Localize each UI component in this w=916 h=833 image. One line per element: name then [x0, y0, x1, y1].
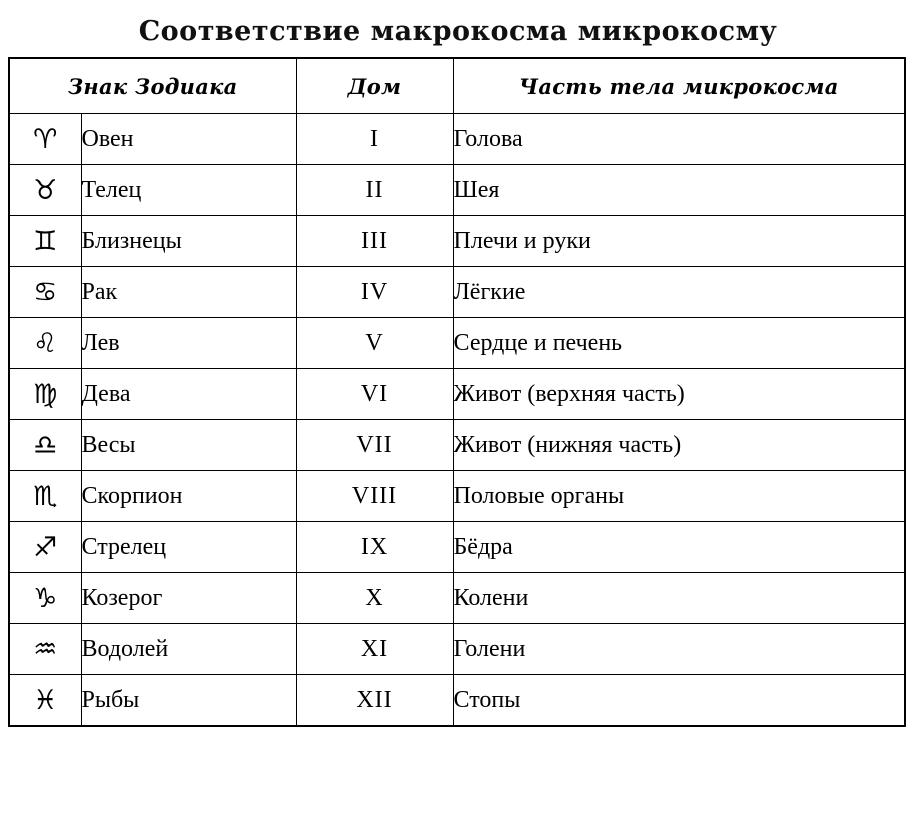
aries-symbol: ♈ [9, 114, 81, 165]
sign-name: Весы [81, 420, 296, 471]
table-row [9, 471, 905, 522]
body-part: Живот (верхняя часть) [453, 369, 905, 420]
column-header-body-part: Часть тела микрокосма [453, 58, 905, 114]
table-row [9, 165, 905, 216]
house-number: V [296, 318, 453, 369]
house-number: X [296, 573, 453, 624]
table-row [9, 573, 905, 624]
sign-name: Козерог [81, 573, 296, 624]
pisces-symbol: ♓ [9, 675, 81, 727]
sign-name: Дева [81, 369, 296, 420]
table-row [9, 369, 905, 420]
house-number: I [296, 114, 453, 165]
sign-name: Рак [81, 267, 296, 318]
table-row [9, 624, 905, 675]
sign-name: Стрелец [81, 522, 296, 573]
body-part: Стопы [453, 675, 905, 727]
aquarius-symbol: ♒ [9, 624, 81, 675]
sagittarius-symbol: ♐ [9, 522, 81, 573]
table-row [9, 216, 905, 267]
leo-symbol: ♌ [9, 318, 81, 369]
sign-name: Скорпион [81, 471, 296, 522]
table-row [9, 675, 905, 727]
body-part: Плечи и руки [453, 216, 905, 267]
table-row [9, 114, 905, 165]
house-number: XII [296, 675, 453, 727]
sign-name: Водолей [81, 624, 296, 675]
sign-name: Рыбы [81, 675, 296, 727]
house-number: VIII [296, 471, 453, 522]
house-number: VII [296, 420, 453, 471]
table-body [9, 114, 905, 727]
body-part: Голова [453, 114, 905, 165]
zodiac-correspondence-table [8, 57, 906, 727]
table-container [8, 57, 908, 727]
column-header-sign: Знак Зодиака [9, 58, 296, 114]
body-part: Лёгкие [453, 267, 905, 318]
virgo-symbol: ♍ [9, 369, 81, 420]
table-row [9, 318, 905, 369]
page-title: Соответствие макрокосма микрокосму [138, 16, 778, 47]
body-part: Половые органы [453, 471, 905, 522]
table-row [9, 267, 905, 318]
sign-name: Овен [81, 114, 296, 165]
house-number: IX [296, 522, 453, 573]
table-row [9, 420, 905, 471]
taurus-symbol: ♉ [9, 165, 81, 216]
table-header-row [9, 58, 905, 114]
column-header-house: Дом [296, 58, 453, 114]
body-part: Живот (нижняя часть) [453, 420, 905, 471]
body-part: Шея [453, 165, 905, 216]
house-number: XI [296, 624, 453, 675]
body-part: Бёдра [453, 522, 905, 573]
house-number: II [296, 165, 453, 216]
body-part: Колени [453, 573, 905, 624]
house-number: IV [296, 267, 453, 318]
sign-name: Телец [81, 165, 296, 216]
house-number: III [296, 216, 453, 267]
body-part: Голени [453, 624, 905, 675]
table-row [9, 522, 905, 573]
table-header [9, 58, 905, 114]
capricorn-symbol: ♑ [9, 573, 81, 624]
sign-name: Близнецы [81, 216, 296, 267]
gemini-symbol: ♊ [9, 216, 81, 267]
scorpio-symbol: ♏ [9, 471, 81, 522]
sign-name: Лев [81, 318, 296, 369]
body-part: Сердце и печень [453, 318, 905, 369]
house-number: VI [296, 369, 453, 420]
cancer-symbol: ♋ [9, 267, 81, 318]
libra-symbol: ♎ [9, 420, 81, 471]
